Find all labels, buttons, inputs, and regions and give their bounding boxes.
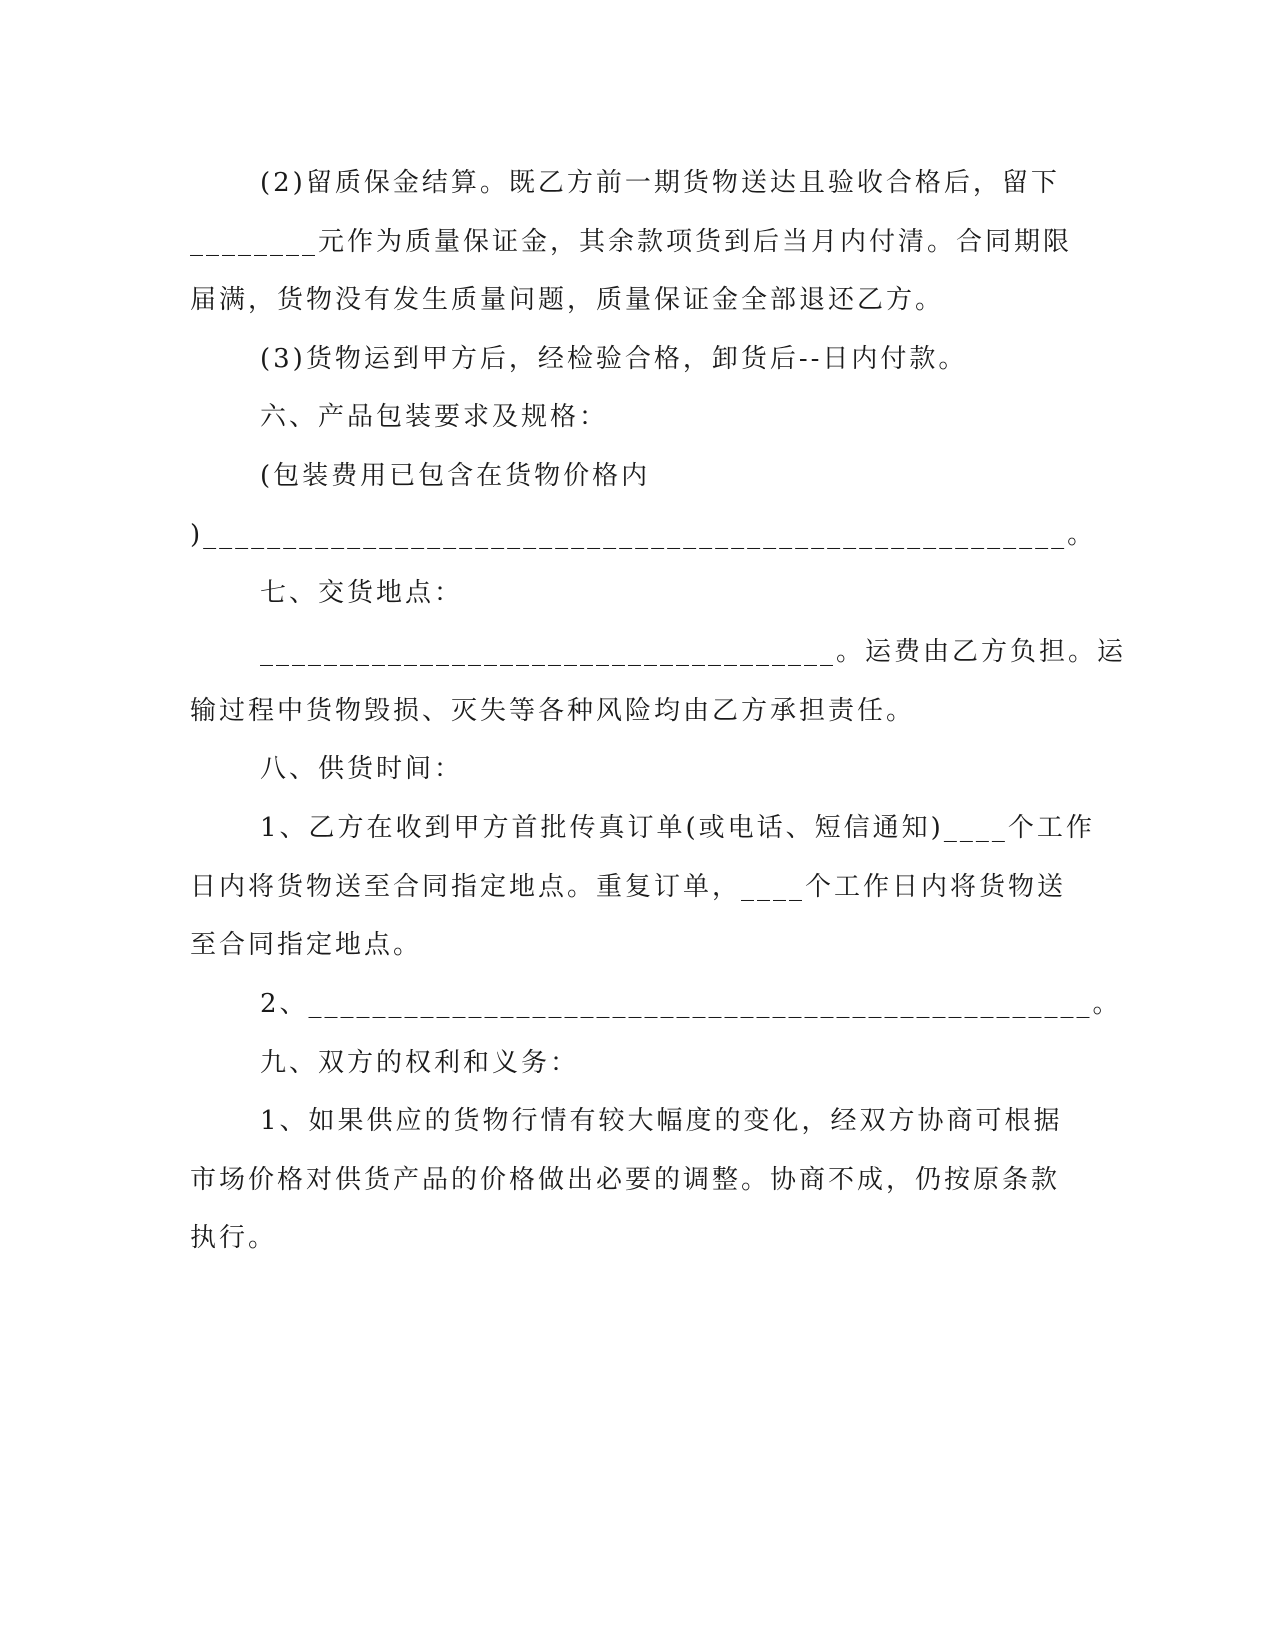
paragraph-line: 1、如果供应的货物行情有较大幅度的变化，经双方协商可根据 [260,1106,1063,1136]
paragraph-line: 至合同指定地点。 [190,930,423,960]
section-heading: 六、产品包装要求及规格： [260,402,609,432]
paragraph-line: (3)货物运到甲方后，经检验合格，卸货后--日内付款。 [260,344,968,374]
paragraph-line: 届满，货物没有发生质量问题，质量保证金全部退还乙方。 [190,285,945,315]
paragraph-line: 1、乙方在收到甲方首批传真订单(或电话、短信通知)____个工作 [260,813,1095,843]
paragraph-line: 日内将货物送至合同指定地点。重复订单，____个工作日内将货物送 [190,872,1067,902]
paragraph-line: 市场价格对供货产品的价格做出必要的调整。协商不成，仍按原条款 [190,1165,1061,1195]
section-heading: 七、交货地点： [260,578,464,608]
paragraph-line: 输过程中货物毁损、灭失等各种风险均由乙方承担责任。 [190,696,916,726]
paragraph-line: (2)留质保金结算。既乙方前一期货物送达且验收合格后，留下 [260,168,1060,198]
paragraph-line: ____________________________________。运费由乙方负担。运 [260,637,1127,667]
paragraph-line: 执行。 [190,1223,278,1253]
paragraph-line: ________元作为质量保证金，其余款项货到后当月内付清。合同期限 [190,227,1073,257]
section-heading: 八、供货时间： [260,754,464,784]
paragraph-line: )______________________________________________________。 [190,520,1097,550]
paragraph-line: 2、_________________________________________________。 [260,989,1122,1019]
paragraph-line: (包装费用已包含在货物价格内 [260,461,651,491]
section-heading: 九、双方的权利和义务： [260,1048,580,1078]
